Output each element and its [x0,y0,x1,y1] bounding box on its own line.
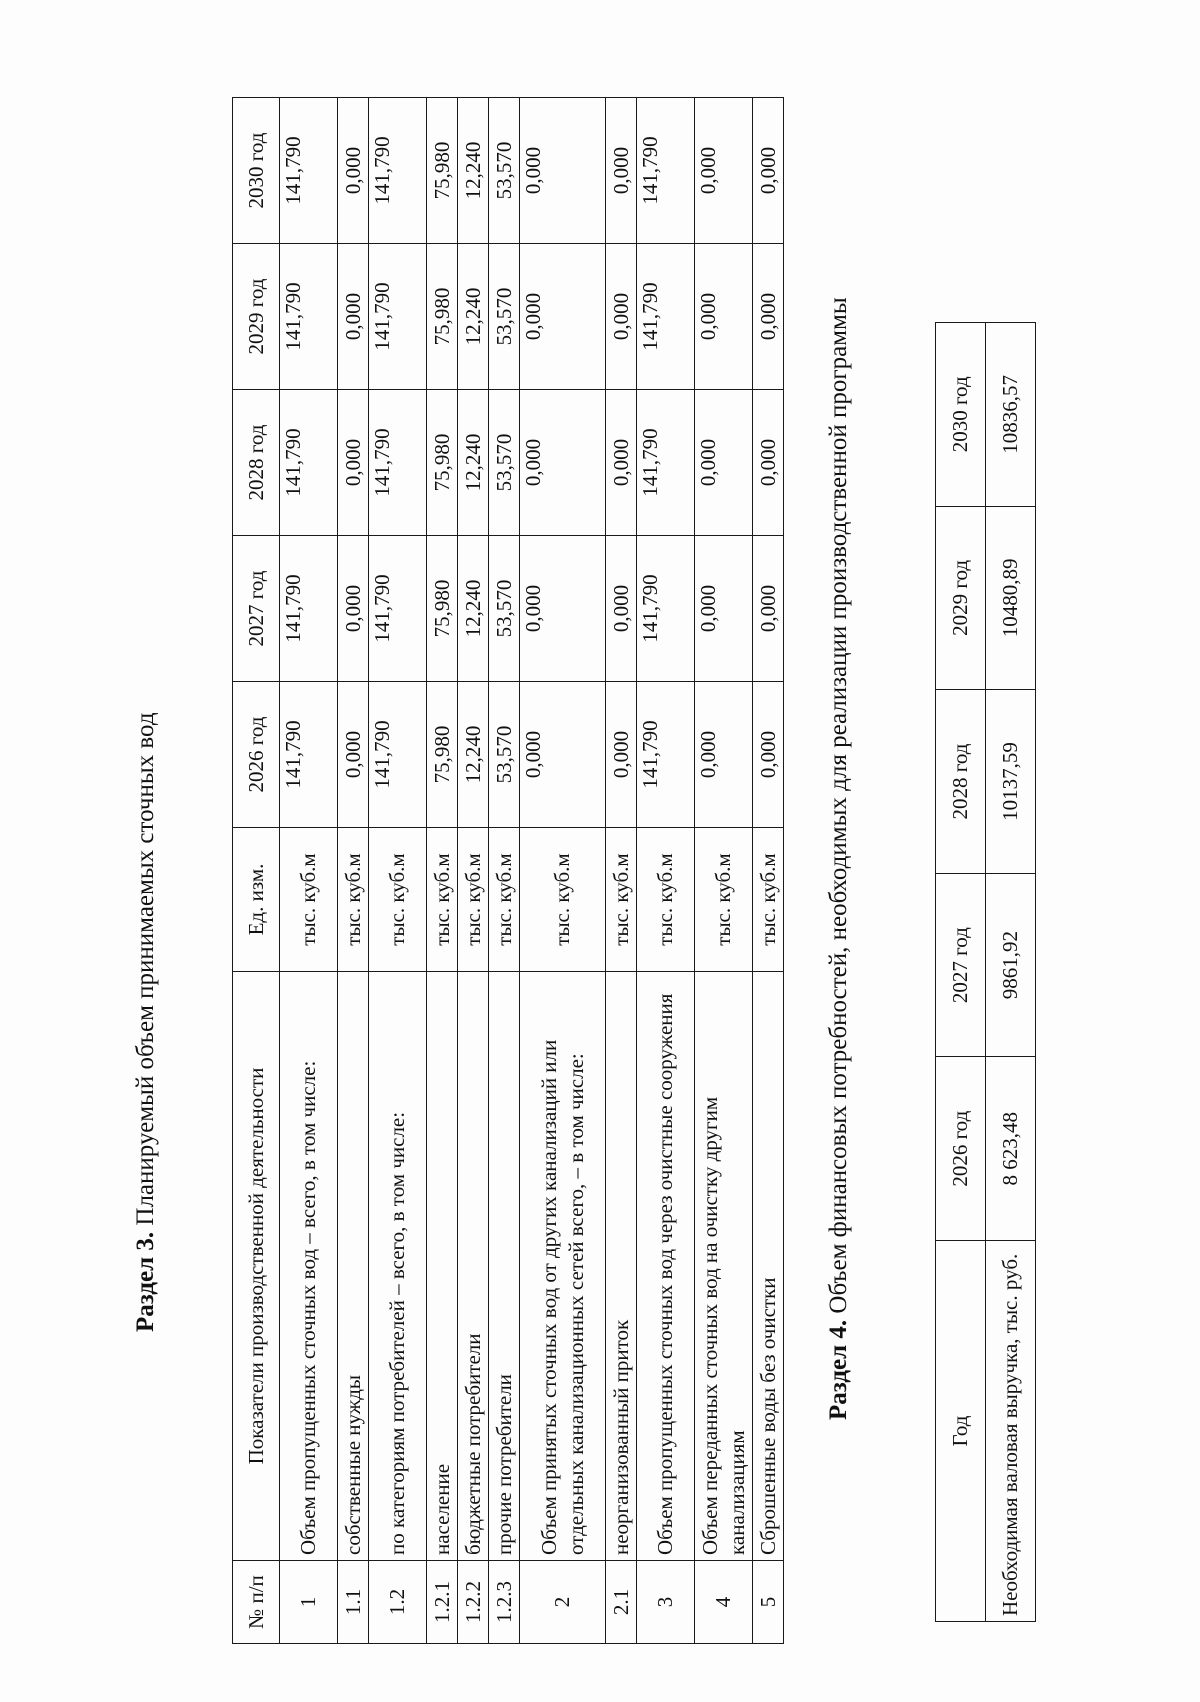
value-cell: 0,000 [753,244,784,390]
row-name: собственные нужды [338,972,369,1561]
row-name: Необходимая валовая выручка, тыс. руб. [986,1241,1036,1622]
value-cell: 0,000 [338,390,369,536]
header-cell: 2026 год [936,1057,986,1241]
value-cell: 0,000 [520,390,606,536]
row-number: 2.1 [606,1561,637,1644]
row-unit: тыс. куб.м [637,828,695,972]
row-unit: тыс. куб.м [489,828,520,972]
value-cell: 0,000 [338,98,369,244]
value-cell: 141,790 [637,98,695,244]
value-cell: 0,000 [695,98,753,244]
value-cell: 75,980 [427,98,458,244]
value-cell: 75,980 [427,536,458,682]
row-name: по категориям потребителей – всего, в том числе: [369,972,427,1561]
value-cell: 12,240 [458,682,489,828]
header-cell: 2028 год [233,390,280,536]
value-cell: 0,000 [520,682,606,828]
section-4-title [825,297,853,1420]
table-row [489,98,520,1644]
row-name: неорганизованный приток [606,972,637,1561]
value-cell: 75,980 [427,244,458,390]
row-unit: тыс. куб.м [338,828,369,972]
value-cell: 0,000 [606,682,637,828]
value-cell: 0,000 [753,390,784,536]
row-number: 1 [280,1561,338,1644]
header-cell: 2027 год [233,536,280,682]
value-cell: 0,000 [606,98,637,244]
value-cell: 141,790 [280,390,338,536]
header-cell: 2029 год [936,506,986,690]
row-name: прочие потребители [489,972,520,1561]
value-cell: 10137,59 [986,690,1036,874]
table-row [427,98,458,1644]
value-cell: 53,570 [489,244,520,390]
value-cell: 53,570 [489,390,520,536]
row-unit: тыс. куб.м [458,828,489,972]
header-cell: Ед. изм. [233,828,280,972]
header-cell: 2030 год [936,323,986,507]
table-row [338,98,369,1644]
value-cell: 0,000 [695,682,753,828]
value-cell: 0,000 [606,390,637,536]
value-cell: 0,000 [338,682,369,828]
row-unit: тыс. куб.м [606,828,637,972]
row-name: Сброшенные воды без очистки [753,972,784,1561]
row-number: 1.1 [338,1561,369,1644]
value-cell: 141,790 [637,244,695,390]
header-cell: 2029 год [233,244,280,390]
header-cell: 2027 год [936,873,986,1057]
section-3-title-text: Планируемый объем принимаемых сточных вод [132,712,159,1232]
row-name: Объем пропущенных сточных вод – всего, в том числе: [280,972,338,1561]
row-name: население [427,972,458,1561]
row-number: 1.2.3 [489,1561,520,1644]
row-unit: тыс. куб.м [695,828,753,972]
value-cell: 0,000 [753,536,784,682]
value-cell: 141,790 [280,536,338,682]
table-row [520,98,606,1644]
value-cell: 53,570 [489,536,520,682]
table-header-row [233,98,280,1644]
value-cell: 141,790 [369,682,427,828]
rotated-content [80,65,1125,1650]
table-row [753,98,784,1644]
value-cell: 0,000 [338,536,369,682]
value-cell: 141,790 [637,682,695,828]
value-cell: 141,790 [280,244,338,390]
value-cell: 0,000 [338,244,369,390]
value-cell: 141,790 [369,98,427,244]
value-cell: 141,790 [280,98,338,244]
value-cell: 0,000 [520,244,606,390]
value-cell: 10480,89 [986,506,1036,690]
value-cell: 10836,57 [986,323,1036,507]
header-cell: 2030 год [233,98,280,244]
value-cell: 12,240 [458,98,489,244]
row-number: 4 [695,1561,753,1644]
section-3-table [232,97,784,1644]
value-cell: 75,980 [427,682,458,828]
table-row [458,98,489,1644]
row-number: 1.2 [369,1561,427,1644]
value-cell: 75,980 [427,390,458,536]
row-name: Объем принятых сточных вод от других канализаций или отдельных канализационных сетей всего, – в том числе: [520,972,606,1561]
value-cell: 141,790 [369,244,427,390]
row-unit: тыс. куб.м [753,828,784,972]
section-4-title-text: Объем финансовых потребностей, необходимых для реализации производственной программы [825,297,852,1320]
section-4-table [935,322,1036,1622]
header-cell: Год [936,1241,986,1622]
row-name: бюджетные потребители [458,972,489,1561]
row-unit: тыс. куб.м [280,828,338,972]
row-name: Объем переданных сточных вод на очистку другим канализациям [695,972,753,1561]
value-cell: 0,000 [753,98,784,244]
table-row [986,323,1036,1622]
row-unit: тыс. куб.м [427,828,458,972]
value-cell: 141,790 [369,390,427,536]
value-cell: 141,790 [637,390,695,536]
table-row [280,98,338,1644]
value-cell: 8 623,48 [986,1057,1036,1241]
value-cell: 0,000 [520,536,606,682]
section-4-title-bold: Раздел 4. [825,1319,852,1420]
section-3-title-bold: Раздел 3. [132,1231,159,1332]
header-cell: Показатели производственной деятельности [233,972,280,1561]
value-cell: 12,240 [458,390,489,536]
row-number: 2 [520,1561,606,1644]
section-3-title [132,712,160,1332]
row-unit: тыс. куб.м [520,828,606,972]
header-cell: 2028 год [936,690,986,874]
value-cell: 53,570 [489,98,520,244]
value-cell: 0,000 [606,244,637,390]
row-number: 1.2.1 [427,1561,458,1644]
value-cell: 12,240 [458,536,489,682]
row-unit: тыс. куб.м [369,828,427,972]
table-row [369,98,427,1644]
value-cell: 53,570 [489,682,520,828]
value-cell: 0,000 [520,98,606,244]
value-cell: 141,790 [637,536,695,682]
table-header-row [936,323,986,1622]
row-number: 1.2.2 [458,1561,489,1644]
value-cell: 0,000 [753,682,784,828]
value-cell: 0,000 [695,244,753,390]
value-cell: 9861,92 [986,873,1036,1057]
row-name: Объем пропущенных сточных вод через очистные сооружения [637,972,695,1561]
value-cell: 141,790 [280,682,338,828]
row-number: 5 [753,1561,784,1644]
value-cell: 0,000 [695,390,753,536]
value-cell: 0,000 [695,536,753,682]
table-row [606,98,637,1644]
value-cell: 12,240 [458,244,489,390]
table-row [637,98,695,1644]
value-cell: 0,000 [606,536,637,682]
row-number: 3 [637,1561,695,1644]
value-cell: 141,790 [369,536,427,682]
header-cell: № п/п [233,1561,280,1644]
table-row [695,98,753,1644]
header-cell: 2026 год [233,682,280,828]
